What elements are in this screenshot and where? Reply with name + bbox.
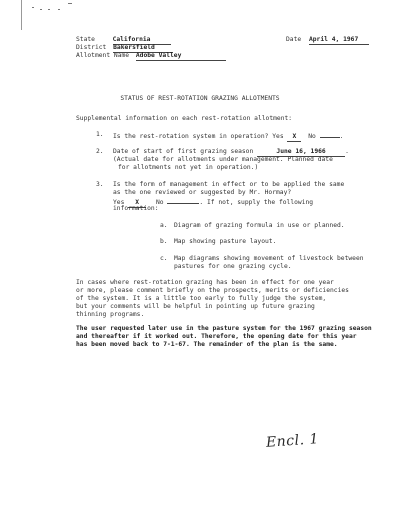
q2-note-1: (Actual date for allotments under management. Planned date xyxy=(113,156,333,163)
state-value: California xyxy=(113,36,171,45)
q2-row: Date of start of first grazing season June 16, 1966 . xyxy=(113,148,349,157)
handwritten-enclosure-note: Encl. 1 xyxy=(265,431,320,451)
q2-number: 2. xyxy=(96,148,104,155)
document-title: STATUS OF REST-ROTATION GRAZING ALLOTMENTS xyxy=(120,95,280,102)
date-value: April 4, 1967 xyxy=(309,36,369,45)
comment-line-5: thinning programs. xyxy=(76,311,145,318)
comment-line-1: In cases where rest-rotation grazing has been in effect for one year xyxy=(76,279,334,286)
allotment-label: Allotment Name xyxy=(76,52,130,59)
q1-text: Is the rest-rotation system in operation? xyxy=(113,133,269,140)
q3-a-label: a. xyxy=(160,222,168,229)
q1-yes-label: Yes xyxy=(272,133,284,140)
q1-yes-mark: X xyxy=(287,133,301,142)
allotment-row xyxy=(76,52,226,61)
scan-speck xyxy=(32,7,34,8)
q1-no-blank xyxy=(320,131,340,138)
q1-row: Is the rest-rotation system in operation? Yes X No . xyxy=(113,131,343,142)
q3-line-4: information: xyxy=(113,205,159,212)
scan-speck xyxy=(48,9,50,10)
q2-note-2: for allotments not yet in operation.) xyxy=(118,164,259,171)
q3-line-1: Is the form of management in effect or to be applied the same xyxy=(113,181,345,188)
bold-line-3: has been moved back to 7-1-67. The remainder of the plan is the same. xyxy=(76,341,338,348)
q3-c-line-2: pastures for one grazing cycle. xyxy=(174,263,292,270)
scan-speck xyxy=(68,3,72,4)
q3-a-text: Diagram of grazing formula in use or planned. xyxy=(174,222,345,229)
q3-yes-mark: X xyxy=(128,199,146,208)
q1-no-label: No xyxy=(308,133,316,140)
date-row xyxy=(286,36,369,45)
q3-if-not: . If not, supply the following xyxy=(199,199,314,206)
q3-c-line-1: Map diagrams showing movement of livestock between xyxy=(174,255,364,262)
q3-no-blank xyxy=(167,197,199,204)
comment-line-3: of the system. It is a little too early to fully judge the system, xyxy=(76,295,327,302)
q3-number: 3. xyxy=(96,181,104,188)
q3-b-text: Map showing pasture layout. xyxy=(174,238,277,245)
comment-line-2: or more, please comment briefly on the prospects, merits or deficiencies xyxy=(76,287,349,294)
scan-edge-mark xyxy=(21,0,22,30)
q1-number: 1. xyxy=(96,131,104,138)
q3-yes-label: Yes xyxy=(113,199,125,206)
q2-text: Date of start of first grazing season xyxy=(113,148,254,155)
q3-line-2: as the one reviewed or suggested by Mr. Hormay? xyxy=(113,189,292,196)
state-label: State xyxy=(76,36,95,43)
q2-date: June 16, 1966 xyxy=(257,148,345,157)
bold-line-2: and thereafter if it worked out. Therefore, the opening date for this year xyxy=(76,333,357,340)
scan-speck xyxy=(58,9,60,10)
intro-line: Supplemental information on each rest-rotation allotment: xyxy=(76,115,293,122)
district-label: District xyxy=(76,44,107,51)
q3-no-label: No xyxy=(155,199,164,206)
q3-c-label: c. xyxy=(160,255,168,262)
allotment-value: Adobe Valley xyxy=(136,52,226,61)
comment-line-4: but your comments will be helpful in pointing up future grazing xyxy=(76,303,315,310)
q3-b-label: b. xyxy=(160,238,168,245)
date-label: Date xyxy=(286,36,302,43)
scan-speck xyxy=(40,9,42,10)
district-value: Bakersfield xyxy=(113,44,173,53)
bold-line-1: The user requested later use in the pasture system for the 1967 grazing season xyxy=(76,325,372,332)
